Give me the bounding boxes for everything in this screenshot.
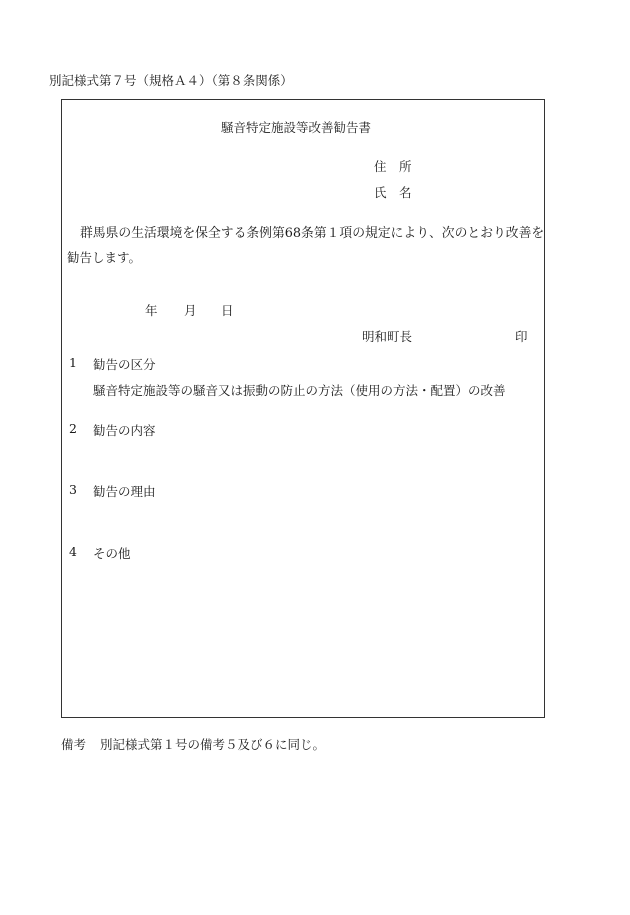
issuer-name: 明和町長: [362, 329, 413, 344]
section-1-heading: 勧告の区分: [93, 357, 156, 372]
section-2-number: 2: [69, 421, 77, 436]
section-4-heading: その他: [93, 546, 131, 561]
section-2-heading: 勧告の内容: [93, 423, 156, 438]
section-3-heading: 勧告の理由: [93, 484, 156, 499]
body-text-line-1: 群馬県の生活環境を保全する条例第68条第１項の規定により、次のとおり改善を: [80, 226, 545, 241]
section-3-number: 3: [69, 482, 77, 497]
remarks-label: 備考: [61, 737, 87, 752]
seal-mark: 印: [515, 329, 528, 344]
advisory-form-box: [61, 99, 545, 718]
date-year-label: 年: [145, 303, 158, 318]
remarks-text: 別記様式第１号の備考５及び６に同じ。: [100, 737, 326, 752]
section-4-number: 4: [69, 544, 77, 559]
body-text-line-2: 勧告します。: [67, 250, 142, 265]
section-1-number: 1: [69, 355, 77, 370]
document-title: 騒音特定施設等改善勧告書: [221, 120, 372, 135]
section-1-content: 騒音特定施設等の騒音又は振動の防止の方法（使用の方法・配置）の改善: [93, 383, 506, 398]
name-label: 氏 名: [374, 185, 412, 200]
form-number-label: 別記様式第７号（規格Ａ４）（第８条関係）: [49, 73, 293, 88]
date-day-label: 日: [221, 303, 234, 318]
address-label: 住 所: [374, 159, 412, 174]
date-month-label: 月: [184, 303, 197, 318]
